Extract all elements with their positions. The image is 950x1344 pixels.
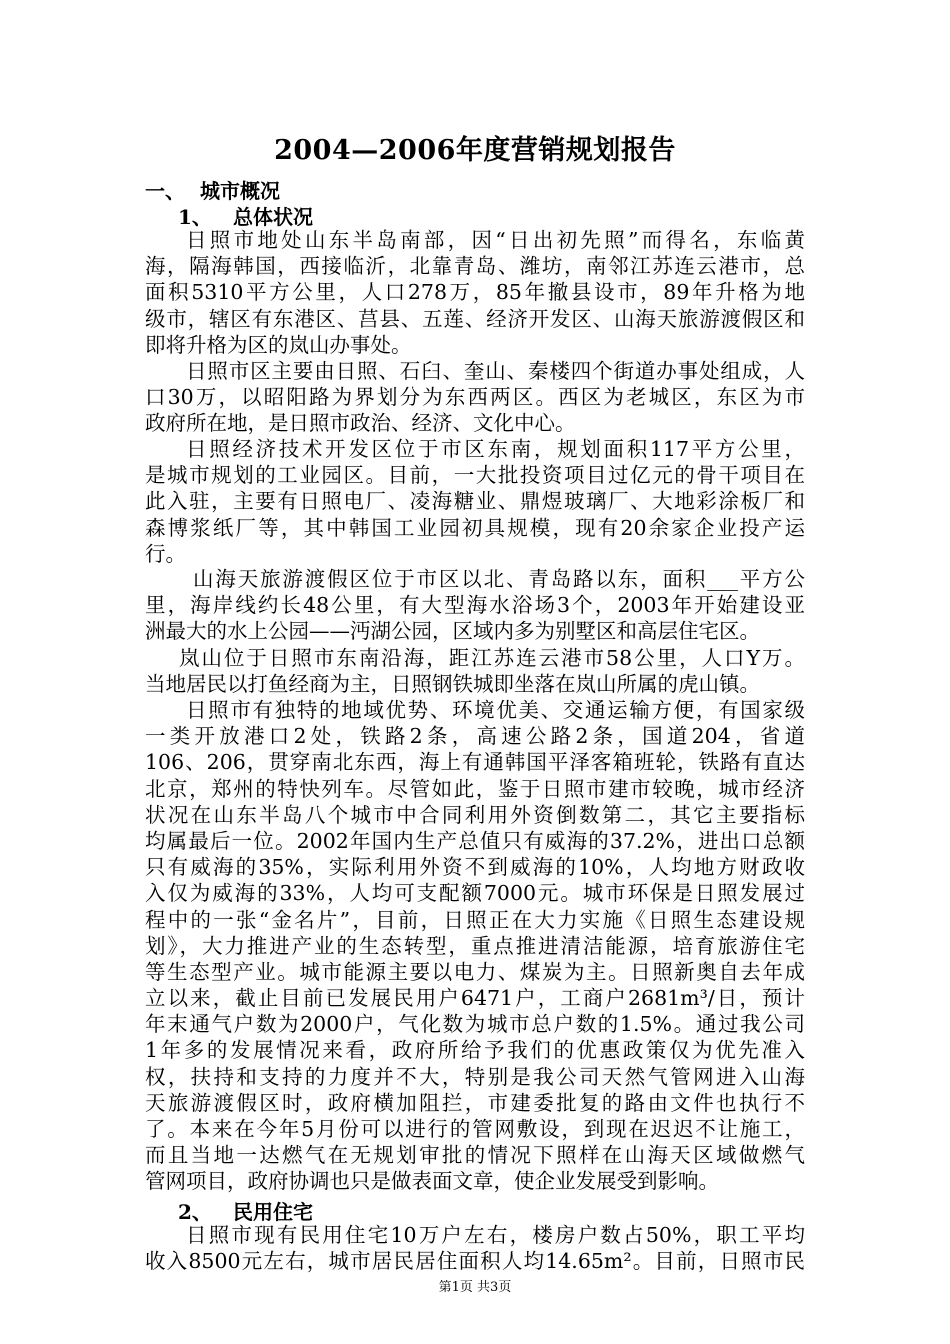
text-line: 1年多的发展情况来看，政府所给予我们的优惠政策仅为优先准入	[145, 1038, 805, 1063]
paragraph-2	[145, 358, 805, 437]
subsection-heading-1	[178, 201, 313, 230]
text-line: 日照市有独特的地域优势、环境优美、交通运输方便，有国家级	[186, 698, 805, 722]
text-line: 当地居民以打鱼经商为主，日照钢铁城即坐落在岚山所属的虎山镇。	[145, 672, 760, 697]
text-line: 山海天旅游渡假区位于市区以北、青岛路以东，面积___平方公	[193, 567, 805, 591]
paragraph-4	[145, 566, 805, 645]
text-line: 此入驻，主要有日照电厂、凌海糖业、鼎煜玻璃厂、大地彩涂板厂和	[145, 489, 805, 514]
text-line: 海，隔海韩国，西接临沂，北靠青岛、潍坊，南邻江苏连云港市，总	[145, 254, 805, 279]
paragraph-3	[145, 436, 805, 567]
text-line: 日照市地处山东半岛南部，因“日出初先照”而得名，东临黄	[186, 228, 805, 252]
text-line: 程中的一张“金名片”，目前，日照正在大力实施《日照生态建设规	[145, 907, 805, 932]
page-title: 2004—2006年度营销规划报告	[274, 135, 676, 166]
page-footer: 第1页 共3页	[438, 1280, 512, 1295]
paragraph-1	[145, 227, 805, 358]
text-line: 划》，大力推进产业的生态转型，重点推进清洁能源，培育旅游住宅	[145, 933, 805, 958]
text-line: 天旅游渡假区时，政府横加阻拦，市建委批复的路由文件也执行不	[145, 1090, 805, 1115]
subsection-title: 民用住宅	[233, 1200, 313, 1224]
section-heading-1	[145, 175, 280, 204]
text-line: 只有威海的35%，实际利用外资不到威海的10%，人均地方财政收	[145, 855, 805, 880]
text-line: 里，海岸线约长48公里，有大型海水浴场3个，2003年开始建设亚	[145, 593, 805, 618]
text-line: 了。本来在今年5月份可以进行的管网敷设，到现在迟迟不让施工，	[145, 1117, 805, 1141]
text-line: 面积5310平方公里，人口278万，85年撤县设市，89年升格为地	[145, 280, 805, 305]
subsection-number: 2、	[178, 1200, 212, 1224]
subsection-heading-2	[178, 1196, 313, 1225]
paragraph-5	[145, 645, 805, 697]
text-line: 即将升格为区的岚山办事处。	[145, 332, 412, 357]
text-line: 而且当地一达燃气在无规划审批的情况下照样在山海天区域做燃气	[145, 1143, 805, 1168]
text-line: 日照市现有民用住宅10万户左右，楼房户数占50%，职工平均	[186, 1223, 805, 1247]
text-line: 等生态型产业。城市能源主要以电力、煤炭为主。日照新奥自去年成	[145, 959, 805, 984]
text-line: 行。	[145, 541, 186, 566]
text-line: 日照经济技术开发区位于市区东南，规划面积117平方公里，	[186, 437, 805, 461]
text-line: 立以来，截止目前已发展民用户6471户，工商户2681m³/日，预计	[145, 986, 805, 1011]
text-line: 洲最大的水上公园——沔湖公园，区域内多为别墅区和高层住宅区。	[145, 619, 760, 644]
subsection-title: 总体状况	[233, 205, 313, 229]
text-line: 入仅为威海的33%，人均可支配额7000元。城市环保是日照发展过	[145, 881, 805, 906]
paragraph-7	[145, 1222, 805, 1274]
text-line: 是城市规划的工业园区。目前，一大批投资项目过亿元的骨干项目在	[145, 463, 805, 488]
subsection-number: 1、	[178, 205, 212, 229]
text-line: 级市，辖区有东港区、莒县、五莲、经济开发区、山海天旅游渡假区和	[145, 306, 805, 331]
text-line: 106、206，贯穿南北东西，海上有通韩国平泽客箱班轮，铁路有直达	[145, 750, 805, 775]
text-line: 权，扶持和支持的力度并不大，特别是我公司天然气管网进入山海	[145, 1064, 805, 1089]
text-line: 岚山位于日照市东南沿海，距江苏连云港市58公里，人口Y万。	[179, 646, 805, 670]
text-line: 均属最后一位。2002年国内生产总值只有威海的37.2%，进出口总额	[145, 828, 805, 853]
text-line: 口30万，以昭阳路为界划分为东西两区。西区为老城区，东区为市	[145, 385, 805, 410]
section-title: 城市概况	[200, 179, 280, 203]
text-line: 政府所在地，是日照市政治、经济、文化中心。	[145, 411, 576, 436]
text-line: 一类开放港口2处，铁路2条，高速公路2条，国道204，省道	[145, 724, 805, 749]
text-line: 森博浆纸厂等，其中韩国工业园初具规模，现有20余家企业投产运	[145, 515, 805, 540]
text-line: 管网项目，政府协调也只是做表面文章，使企业发展受到影响。	[145, 1169, 719, 1194]
text-line: 年末通气户数为2000户，气化数为城市总户数的1.5%。通过我公司	[145, 1012, 805, 1037]
text-line: 日照市区主要由日照、石臼、奎山、秦楼四个街道办事处组成，人	[186, 359, 805, 383]
paragraph-6	[145, 697, 805, 1195]
text-line: 状况在山东半岛八个城市中合同利用外资倒数第二，其它主要指标	[145, 802, 805, 827]
text-line: 北京，郑州的特快列车。尽管如此，鉴于日照市建市较晚，城市经济	[145, 776, 805, 801]
section-number: 一、	[145, 179, 185, 203]
text-line: 收入8500元左右，城市居民居住面积人均14.65m²。目前，日照市民	[145, 1249, 805, 1274]
